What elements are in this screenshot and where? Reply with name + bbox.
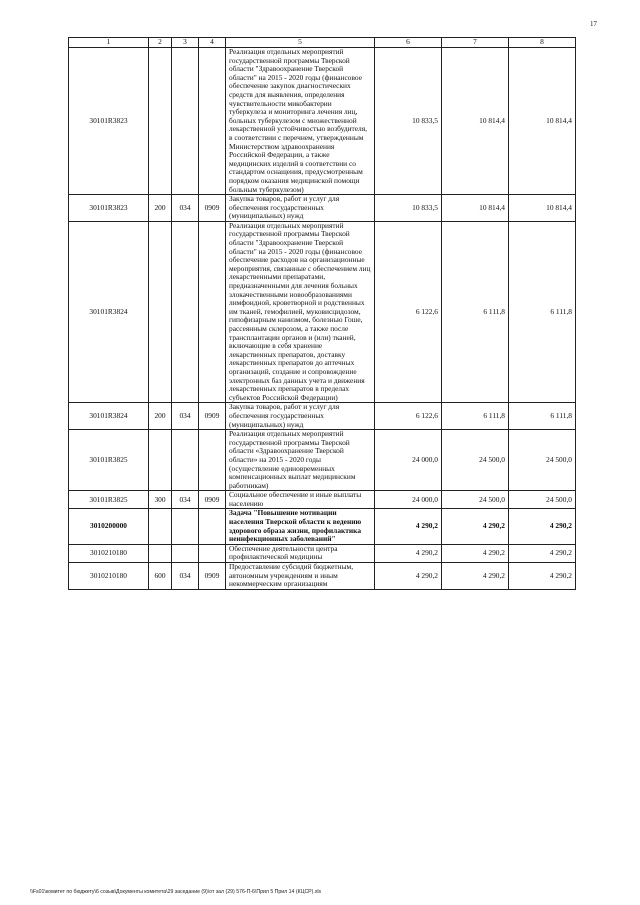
row-col-3 — [172, 221, 199, 402]
row-col-2 — [149, 221, 172, 402]
row-description: Закупка товаров, работ и услуг для обеспечения государственных (муниципальных) нужд — [226, 195, 375, 222]
table-row — [69, 430, 576, 491]
table-row — [69, 48, 576, 195]
row-col-2: 300 — [149, 491, 172, 509]
row-description: Закупка товаров, работ и услуг для обеспечения государственных (муниципальных) нужд — [226, 403, 375, 430]
row-value-6: 24 000,0 — [375, 430, 442, 491]
row-col-4: 0909 — [199, 195, 226, 222]
col-header-5: 5 — [226, 38, 375, 48]
row-value-8: 4 290,2 — [509, 509, 576, 544]
page-number: 17 — [590, 20, 597, 28]
col-header-4: 4 — [199, 38, 226, 48]
table-row — [69, 491, 576, 509]
row-value-7: 4 290,2 — [442, 563, 509, 590]
row-col-2 — [149, 509, 172, 544]
row-value-6: 24 000,0 — [375, 491, 442, 509]
row-description: Социальное обеспечение и иные выплаты населению — [226, 491, 375, 509]
table-row — [69, 221, 576, 402]
file-path-footer: \\Fs01\комитет по бюджету\6 созыв\Документы комитета\29 заседание (9)\от зал (29) 576-П-6\Прил 5 Прил 14 (КЦСР).xls — [30, 889, 322, 895]
row-description: Реализация отдельных мероприятий государственной программы Тверской области «Здравоохранение Тверской области» на 2015 - 2020 годы (осуществление единовременных компенсационных выплат медицинским работникам) — [226, 430, 375, 491]
row-col-3 — [172, 509, 199, 544]
row-col-2 — [149, 48, 172, 195]
row-col-2: 200 — [149, 195, 172, 222]
col-header-8: 8 — [509, 38, 576, 48]
header-row — [69, 38, 576, 48]
row-value-7: 24 500,0 — [442, 430, 509, 491]
table-row — [69, 544, 576, 562]
row-value-8: 10 814,4 — [509, 48, 576, 195]
row-value-7: 10 814,4 — [442, 48, 509, 195]
row-value-7: 24 500,0 — [442, 491, 509, 509]
row-value-7: 4 290,2 — [442, 544, 509, 562]
table-row — [69, 509, 576, 544]
row-description: Предоставление субсидий бюджетным, автономным учреждениям и иным некоммерческим организациям — [226, 563, 375, 590]
row-description: Реализация отдельных мероприятий государственной программы Тверской области "Здравоохранение Тверской области" на 2015 - 2020 годы (финансовое обеспечение расходов на организационные мероприятия, связанные с обеспечением лиц лекарственными препаратами, предназначенными для лечения больных злокачественными новообразованиями лимфоидной, кроветворной и родственных им тканей, гемофилией, муковисцидозом, гипофизарным нанизмом, болезнью Гоше, рассеянным склерозом, а также после трансплантации органов и (или) тканей, включающие в себя хранение лекарственных препаратов, доставку лекарственных препаратов до аптечных организаций, создание и сопровождение электронных баз данных учета и движения лекарственных препаратов в пределах субъектов Российской Федерации) — [226, 221, 375, 402]
row-col-4: 0909 — [199, 563, 226, 590]
row-value-6: 6 122,6 — [375, 221, 442, 402]
row-code: 30101R3825 — [69, 491, 149, 509]
row-col-2 — [149, 544, 172, 562]
row-value-6: 4 290,2 — [375, 509, 442, 544]
row-value-8: 4 290,2 — [509, 544, 576, 562]
row-col-3: 034 — [172, 403, 199, 430]
row-description: Обеспечение деятельности центра профилактической медицины — [226, 544, 375, 562]
row-col-4 — [199, 221, 226, 402]
row-value-7: 6 111,8 — [442, 403, 509, 430]
row-col-3: 034 — [172, 563, 199, 590]
row-value-8: 6 111,8 — [509, 403, 576, 430]
row-col-3 — [172, 48, 199, 195]
row-col-4: 0909 — [199, 403, 226, 430]
row-col-3 — [172, 544, 199, 562]
col-header-2: 2 — [149, 38, 172, 48]
row-value-7: 6 111,8 — [442, 221, 509, 402]
table-row — [69, 195, 576, 222]
row-value-7: 4 290,2 — [442, 509, 509, 544]
row-col-3: 034 — [172, 491, 199, 509]
row-value-6: 10 833,5 — [375, 48, 442, 195]
row-col-4 — [199, 509, 226, 544]
row-code: 30101R3825 — [69, 430, 149, 491]
row-value-6: 4 290,2 — [375, 544, 442, 562]
row-code: 30101R3824 — [69, 403, 149, 430]
table-row — [69, 403, 576, 430]
row-col-4 — [199, 48, 226, 195]
row-value-6: 4 290,2 — [375, 563, 442, 590]
row-col-2: 200 — [149, 403, 172, 430]
row-value-8: 10 814,4 — [509, 195, 576, 222]
row-code: 30101R3824 — [69, 221, 149, 402]
row-code: 3010210180 — [69, 563, 149, 590]
row-col-3 — [172, 430, 199, 491]
row-code: 30101R3823 — [69, 195, 149, 222]
row-value-7: 10 814,4 — [442, 195, 509, 222]
col-header-3: 3 — [172, 38, 199, 48]
row-value-8: 24 500,0 — [509, 491, 576, 509]
col-header-6: 6 — [375, 38, 442, 48]
row-code: 3010200000 — [69, 509, 149, 544]
row-col-4 — [199, 544, 226, 562]
row-code: 3010210180 — [69, 544, 149, 562]
col-header-1: 1 — [69, 38, 149, 48]
row-col-2: 600 — [149, 563, 172, 590]
row-description: Реализация отдельных мероприятий государственной программы Тверской области "Здравоохранение Тверской области" на 2015 - 2020 годы (финансовое обеспечение закупок диагностических средств для выявления, определения чувствительности микобактерии туберкулеза и мониторинга лечения лиц, больных туберкулезом с множественной лекарственной устойчивостью возбудителя, в соответствии с перечнем, утвержденным Министерством здравоохранения Российской Федерации, а также медицинских изделий в соответствии со стандартом оснащения, предусмотренным порядком оказания медицинской помощи больным туберкулезом) — [226, 48, 375, 195]
row-description: Задача "Повышение мотивации населения Тверской области к ведению здорового образа жизни, профилактика неинфекционных заболеваний" — [226, 509, 375, 544]
row-col-4: 0909 — [199, 491, 226, 509]
budget-table — [68, 37, 576, 590]
row-value-8: 6 111,8 — [509, 221, 576, 402]
row-value-6: 6 122,6 — [375, 403, 442, 430]
row-value-6: 10 833,5 — [375, 195, 442, 222]
table-body — [69, 48, 576, 590]
col-header-7: 7 — [442, 38, 509, 48]
row-col-3: 034 — [172, 195, 199, 222]
row-col-2 — [149, 430, 172, 491]
row-col-4 — [199, 430, 226, 491]
row-code: 30101R3823 — [69, 48, 149, 195]
row-value-8: 4 290,2 — [509, 563, 576, 590]
row-value-8: 24 500,0 — [509, 430, 576, 491]
table-row — [69, 563, 576, 590]
